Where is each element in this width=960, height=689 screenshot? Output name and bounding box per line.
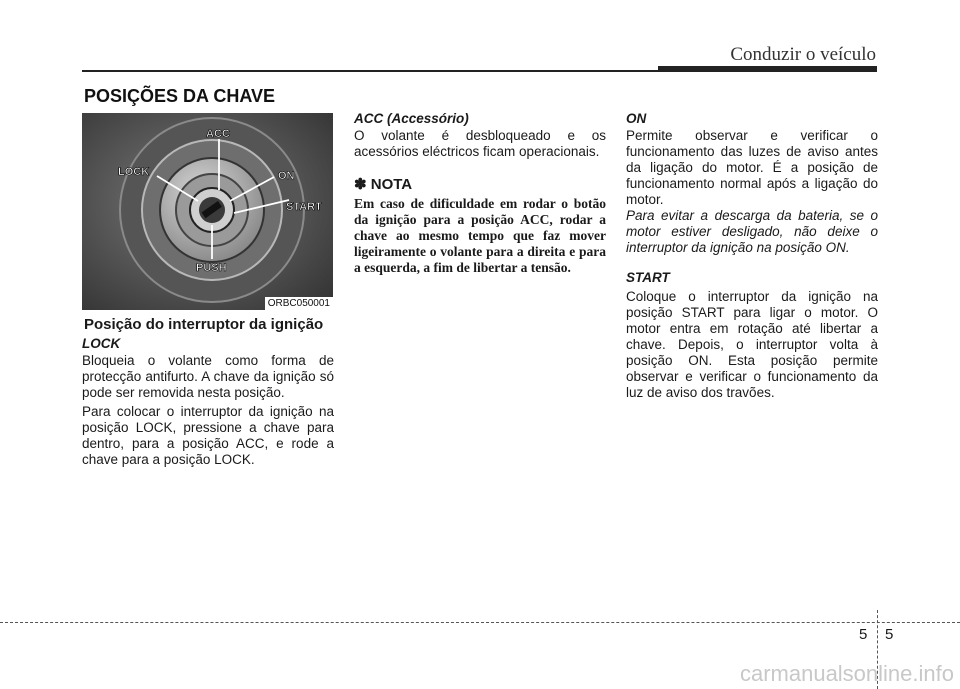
page-number: 5 — [885, 626, 894, 643]
note-symbol-icon: ✽ — [354, 176, 367, 193]
acc-heading: ACC (Accessório) — [354, 111, 469, 126]
note-heading-text: NOTA — [370, 176, 413, 193]
ignition-switch-figure — [82, 113, 333, 310]
start-paragraph: Coloque o interruptor da ignição na posição START para ligar o motor. O motor entra em rotação até libertar a chave. Depois, o interruptor volta à posição ON. Esta posição permite observar e verificar o funcionamento da luz de aviso dos travões. — [626, 289, 878, 400]
lock-paragraph-1: Bloqueia o volante como forma de protecção antifurto. A chave da ignição só pode ser removida nesta posição. — [82, 353, 334, 400]
start-label: START — [286, 201, 322, 213]
figure-caption: Posição do interruptor da ignição — [84, 316, 324, 333]
note-paragraph: Em caso de dificuldade em rodar o botão da ignição para a posição ACC, rodar a chave ao mesmo tempo que faz mover ligeiramente o volante para a direita e para a esquerda, a fim de libertar a tensão. — [354, 196, 606, 275]
footer-rule — [0, 622, 960, 623]
ignition-switch-illustration — [82, 113, 333, 310]
watermark: carmanualsonline.info — [739, 661, 954, 686]
on-heading: ON — [626, 111, 647, 126]
lock-label: LOCK — [118, 166, 150, 178]
note-heading — [354, 177, 606, 193]
page-header-title: Conduzir o veículo — [730, 44, 876, 65]
column-1 — [82, 336, 334, 468]
acc-label: ACC — [206, 128, 230, 140]
push-label: PUSH — [196, 262, 227, 274]
header-rule-accent — [658, 66, 877, 72]
lock-paragraph-2: Para colocar o interruptor da ignição na posição LOCK, pressione a chave para dentro, para a posição ACC, e rode a chave para a posição LOCK. — [82, 404, 334, 467]
on-label: ON — [278, 170, 295, 182]
chapter-number: 5 — [859, 626, 868, 643]
start-heading: START — [626, 270, 670, 285]
acc-paragraph: O volante é desbloqueado e os acessórios eléctricos ficam operacionais. — [354, 128, 606, 159]
column-2 — [354, 111, 606, 276]
section-title: POSIÇÕES DA CHAVE — [84, 86, 276, 106]
on-warning: Para evitar a descarga da bateria, se o motor estiver desligado, não deixe o interruptor da ignição na posição ON. — [626, 208, 878, 255]
column-3 — [626, 111, 878, 401]
figure-code: ORBC050001 — [265, 297, 333, 310]
on-paragraph: Permite observar e verificar o funcionamento das luzes de aviso antes da ligação do motor. É a posição de funcionamento normal após a ligação do motor. — [626, 128, 878, 207]
lock-heading: LOCK — [82, 336, 121, 351]
